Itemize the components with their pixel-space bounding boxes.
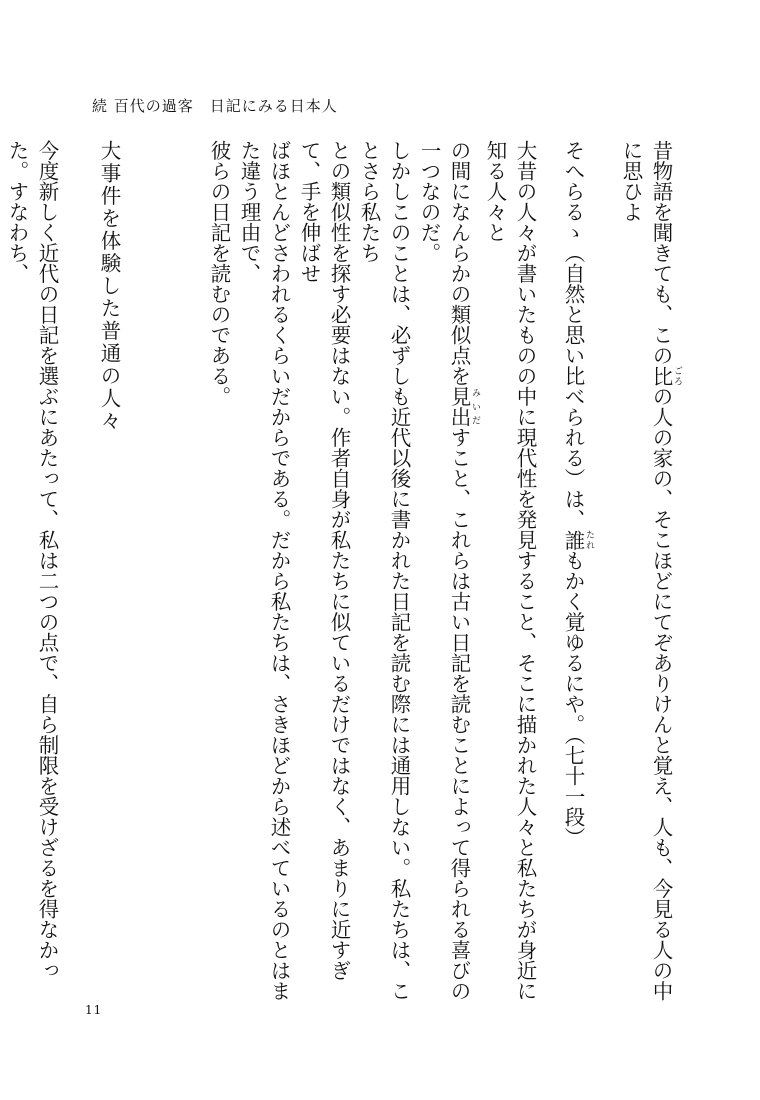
quote-line-1: 昔物語を聞きても、この比 ごろの人の家の、そこほどにてぞありけんと覚え、人も、今見る人の中に思ひよ xyxy=(619,140,682,1001)
body-text xyxy=(5,140,704,1020)
ruby-tare: 誰 たれ xyxy=(561,529,594,550)
section-heading: 大事件を体験した普通の人々 xyxy=(97,140,121,433)
paragraph1-line: 大昔の人々が書いたものの中に現代性を発見すること、そこに描かれた人々と私たちが身近に知る人々と xyxy=(483,140,537,1001)
quote-line-2: そへらるゝ（自然と思い比べられる）は、誰 たれもかく覚ゆるにや。（七十一段） xyxy=(561,140,594,848)
paragraph1-line: の間になんらかの類似点を見出 みいだすこと、これらは古い日記を読むことによって得られる喜びの一つなのだ。 xyxy=(417,140,480,1001)
paragraph1-line: との類似性を探す必要はない。作者自身が私たちに似ているだけではなく、あまりに近すぎて、手を伸ばせ xyxy=(297,140,351,981)
running-header: 続 百代の過客 日記にみる日本人 xyxy=(92,97,338,115)
ruby-miida: 見出 みいだ xyxy=(447,386,480,427)
paragraph2-line xyxy=(0,140,2,1020)
paragraph1-line: ばほとんどさわれるくらいだからである。だから私たちは、さきほどから述べているのとはまた違う理由で、 xyxy=(237,140,291,1001)
paragraph2-line: 今度新しく近代の日記を選ぶにあたって、私は二つの点で、自ら制限を受けざるを得なかった。すなわち、 xyxy=(5,140,59,981)
page-number: 11 xyxy=(85,1003,103,1017)
paragraph1-line: しかしこのことは、必ずしも近代以後に書かれた日記を読む際には通用しない。私たちは、ことさら私たち xyxy=(357,140,411,1001)
paragraph1-line: 彼らの日記を読むのである。 xyxy=(207,140,231,407)
ruby-goro: 比 ごろ xyxy=(649,365,682,386)
